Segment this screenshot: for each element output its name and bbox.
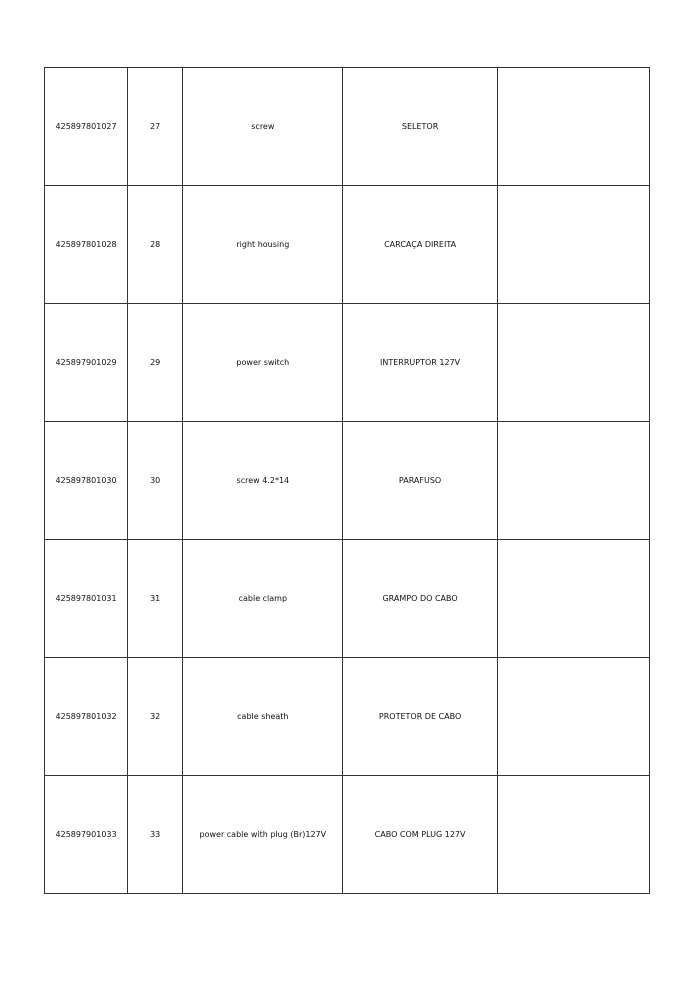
note-cell xyxy=(497,186,649,304)
english-description-cell: power cable with plug (Br)127V xyxy=(183,776,343,894)
table-row xyxy=(45,658,650,776)
part-code-cell: 425897801031 xyxy=(45,540,128,658)
english-description-cell: cable sheath xyxy=(183,658,343,776)
note-cell xyxy=(497,304,649,422)
table-row xyxy=(45,186,650,304)
portuguese-description-cell: SELETOR xyxy=(343,68,497,186)
note-cell xyxy=(497,776,649,894)
english-description-cell: screw xyxy=(183,68,343,186)
part-code-cell: 425897901033 xyxy=(45,776,128,894)
portuguese-description-cell: PROTETOR DE CABO xyxy=(343,658,497,776)
english-description-cell: screw 4.2*14 xyxy=(183,422,343,540)
table-row xyxy=(45,422,650,540)
item-number-cell: 29 xyxy=(128,304,183,422)
portuguese-description-cell: CARCAÇA DIREITA xyxy=(343,186,497,304)
item-number-cell: 28 xyxy=(128,186,183,304)
item-number-cell: 30 xyxy=(128,422,183,540)
item-number-cell: 32 xyxy=(128,658,183,776)
portuguese-description-cell: INTERRUPTOR 127V xyxy=(343,304,497,422)
table-row xyxy=(45,776,650,894)
english-description-cell: right housing xyxy=(183,186,343,304)
table-row xyxy=(45,68,650,186)
table-row xyxy=(45,540,650,658)
portuguese-description-cell: CABO COM PLUG 127V xyxy=(343,776,497,894)
note-cell xyxy=(497,422,649,540)
part-code-cell: 425897801027 xyxy=(45,68,128,186)
part-code-cell: 425897801028 xyxy=(45,186,128,304)
english-description-cell: cable clamp xyxy=(183,540,343,658)
portuguese-description-cell: GRAMPO DO CABO xyxy=(343,540,497,658)
table-row xyxy=(45,304,650,422)
note-cell xyxy=(497,540,649,658)
parts-table xyxy=(44,67,650,894)
part-code-cell: 425897901029 xyxy=(45,304,128,422)
note-cell xyxy=(497,658,649,776)
item-number-cell: 27 xyxy=(128,68,183,186)
item-number-cell: 31 xyxy=(128,540,183,658)
part-code-cell: 425897801032 xyxy=(45,658,128,776)
item-number-cell: 33 xyxy=(128,776,183,894)
english-description-cell: power switch xyxy=(183,304,343,422)
note-cell xyxy=(497,68,649,186)
parts-table-body xyxy=(45,68,650,894)
part-code-cell: 425897801030 xyxy=(45,422,128,540)
portuguese-description-cell: PARAFUSO xyxy=(343,422,497,540)
